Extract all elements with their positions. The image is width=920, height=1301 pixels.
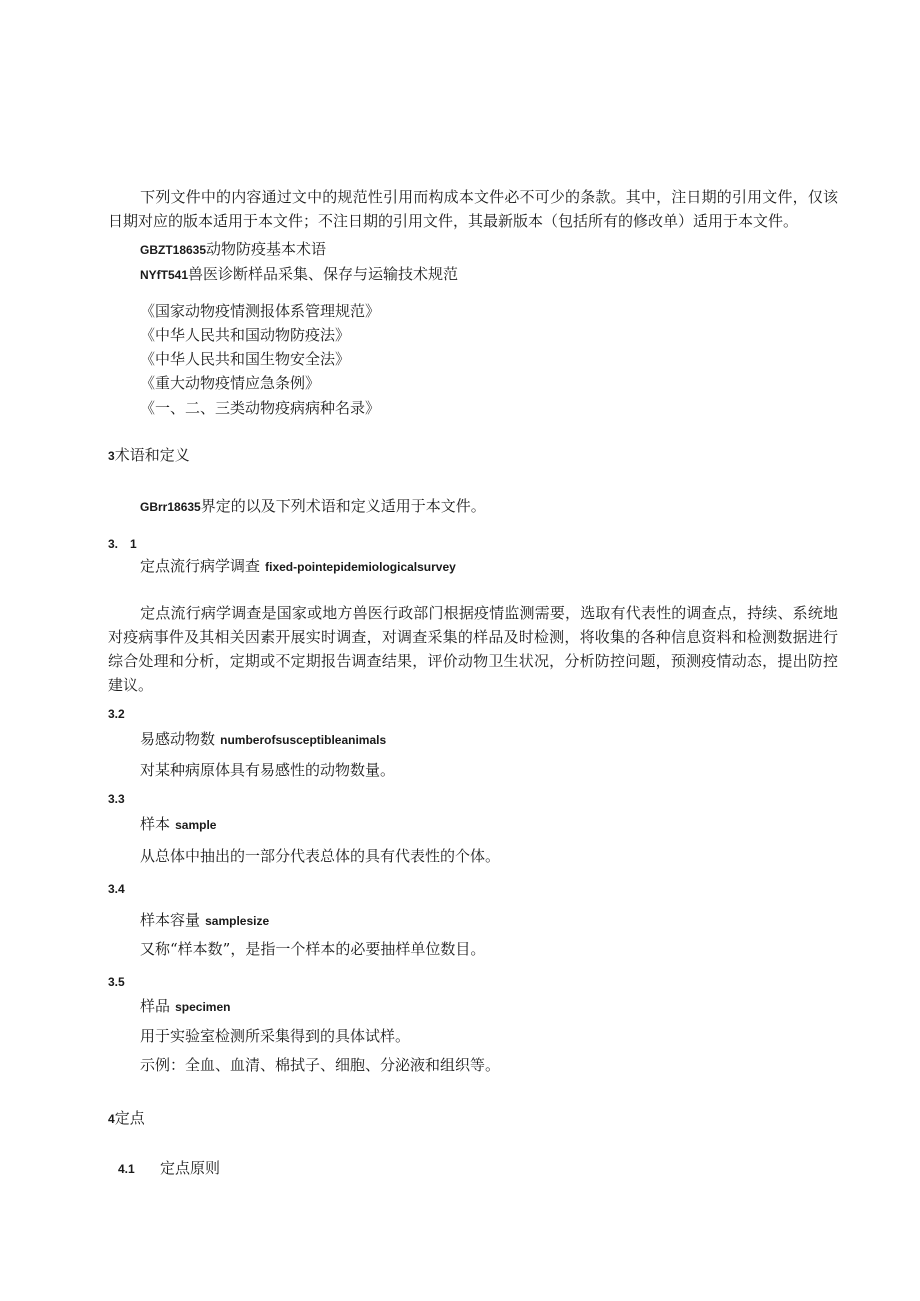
term-cn: 定点流行病学调查: [140, 557, 261, 575]
term-definition: 对某种病原体具有易感性的动物数量。: [140, 761, 396, 779]
term-number: 3.5: [108, 975, 125, 989]
ref-code: NYfT541: [140, 268, 189, 282]
term-en: numberofsusceptibleanimals: [220, 733, 387, 747]
term-definition: 从总体中抽出的一部分代表总体的具有代表性的个体。: [140, 847, 501, 865]
section-title: 术语和定义: [114, 446, 190, 464]
term-heading: [140, 555, 456, 576]
ref-title: 兽医诊断样品采集、保存与运输技术规范: [188, 265, 459, 283]
law-item: 《国家动物疫情测报体系管理规范》: [140, 302, 381, 320]
term-definition-paragraph: [108, 601, 838, 697]
term-en: fixed-pointepidemiologicalsurvey: [265, 560, 456, 574]
ref-code: GBZT18635: [140, 243, 207, 257]
term-cn: 样本容量: [140, 911, 201, 929]
ref-title: 动物防疫基本术语: [206, 240, 327, 258]
section-4-heading: [108, 1107, 145, 1128]
term-en: sample: [175, 818, 217, 832]
term-number: 3.3: [108, 792, 125, 806]
term-cn: 样品: [140, 997, 171, 1015]
term-heading: [140, 728, 386, 749]
section-number: 3: [108, 449, 115, 463]
term-number: 3.4: [108, 882, 125, 896]
section-3-heading: [108, 444, 190, 465]
section-title: 定点: [114, 1109, 145, 1127]
section-number: 4: [108, 1112, 115, 1126]
term-definition: 定点流行病学调查是国家或地方兽医行政部门根据疫情监测需要，选取有代表性的调查点，持续、系统地对疫病事件及其相关因素开展实时调查，对调查采集的样品及时检测，将收集的各种信息资料和检测数据进行综合处理和分析，定期或不定期报告调查结果，评价动物卫生状况，分析防控问题，预测疫情动态，提出防控建议。: [108, 604, 838, 694]
scope-intro-text: 下列文件中的内容通过文中的规范性引用而构成本文件必不可少的条款。其中，注日期的引用文件，仅该日期对应的版本适用于本文件；不注日期的引用文件，其最新版本（包括所有的修改单）适用于本文件。: [108, 188, 838, 230]
ref-item-2: [140, 263, 458, 284]
term-definition: 又称“样本数”，是指一个样本的必要抽样单位数目。: [140, 940, 486, 958]
ref-item-1: [140, 238, 326, 259]
law-item: 《中华人民共和国生物安全法》: [140, 350, 351, 368]
law-item: 《一、二、三类动物疫病病种名录》: [140, 399, 381, 417]
term-number: 3.2: [108, 707, 125, 721]
term-heading: [140, 813, 216, 834]
term-definition: 用于实验室检测所采集得到的具体试样。: [140, 1027, 411, 1045]
term-cn: 易感动物数: [140, 730, 216, 748]
law-item: 《中华人民共和国动物防疫法》: [140, 326, 351, 344]
subsection-title: 定点原则: [160, 1159, 221, 1177]
term-cn: 样本: [140, 815, 171, 833]
term-heading: [140, 909, 269, 930]
section-3-intro: [140, 495, 486, 516]
subsection-number: 4.1: [118, 1162, 135, 1176]
subsection-4-1-heading: [118, 1157, 220, 1178]
ref-code: GBrr18635: [140, 500, 201, 514]
intro-text: 界定的以及下列术语和定义适用于本文件。: [200, 497, 486, 515]
law-item: 《重大动物疫情应急条例》: [140, 374, 321, 392]
term-en: samplesize: [205, 914, 270, 928]
term-en: specimen: [175, 1000, 231, 1014]
scope-intro-paragraph: [108, 185, 838, 233]
term-number: 3. 1: [108, 537, 137, 551]
term-heading: [140, 995, 230, 1016]
term-example: 示例：全血、血清、棉拭子、细胞、分泌液和组织等。: [140, 1056, 501, 1074]
